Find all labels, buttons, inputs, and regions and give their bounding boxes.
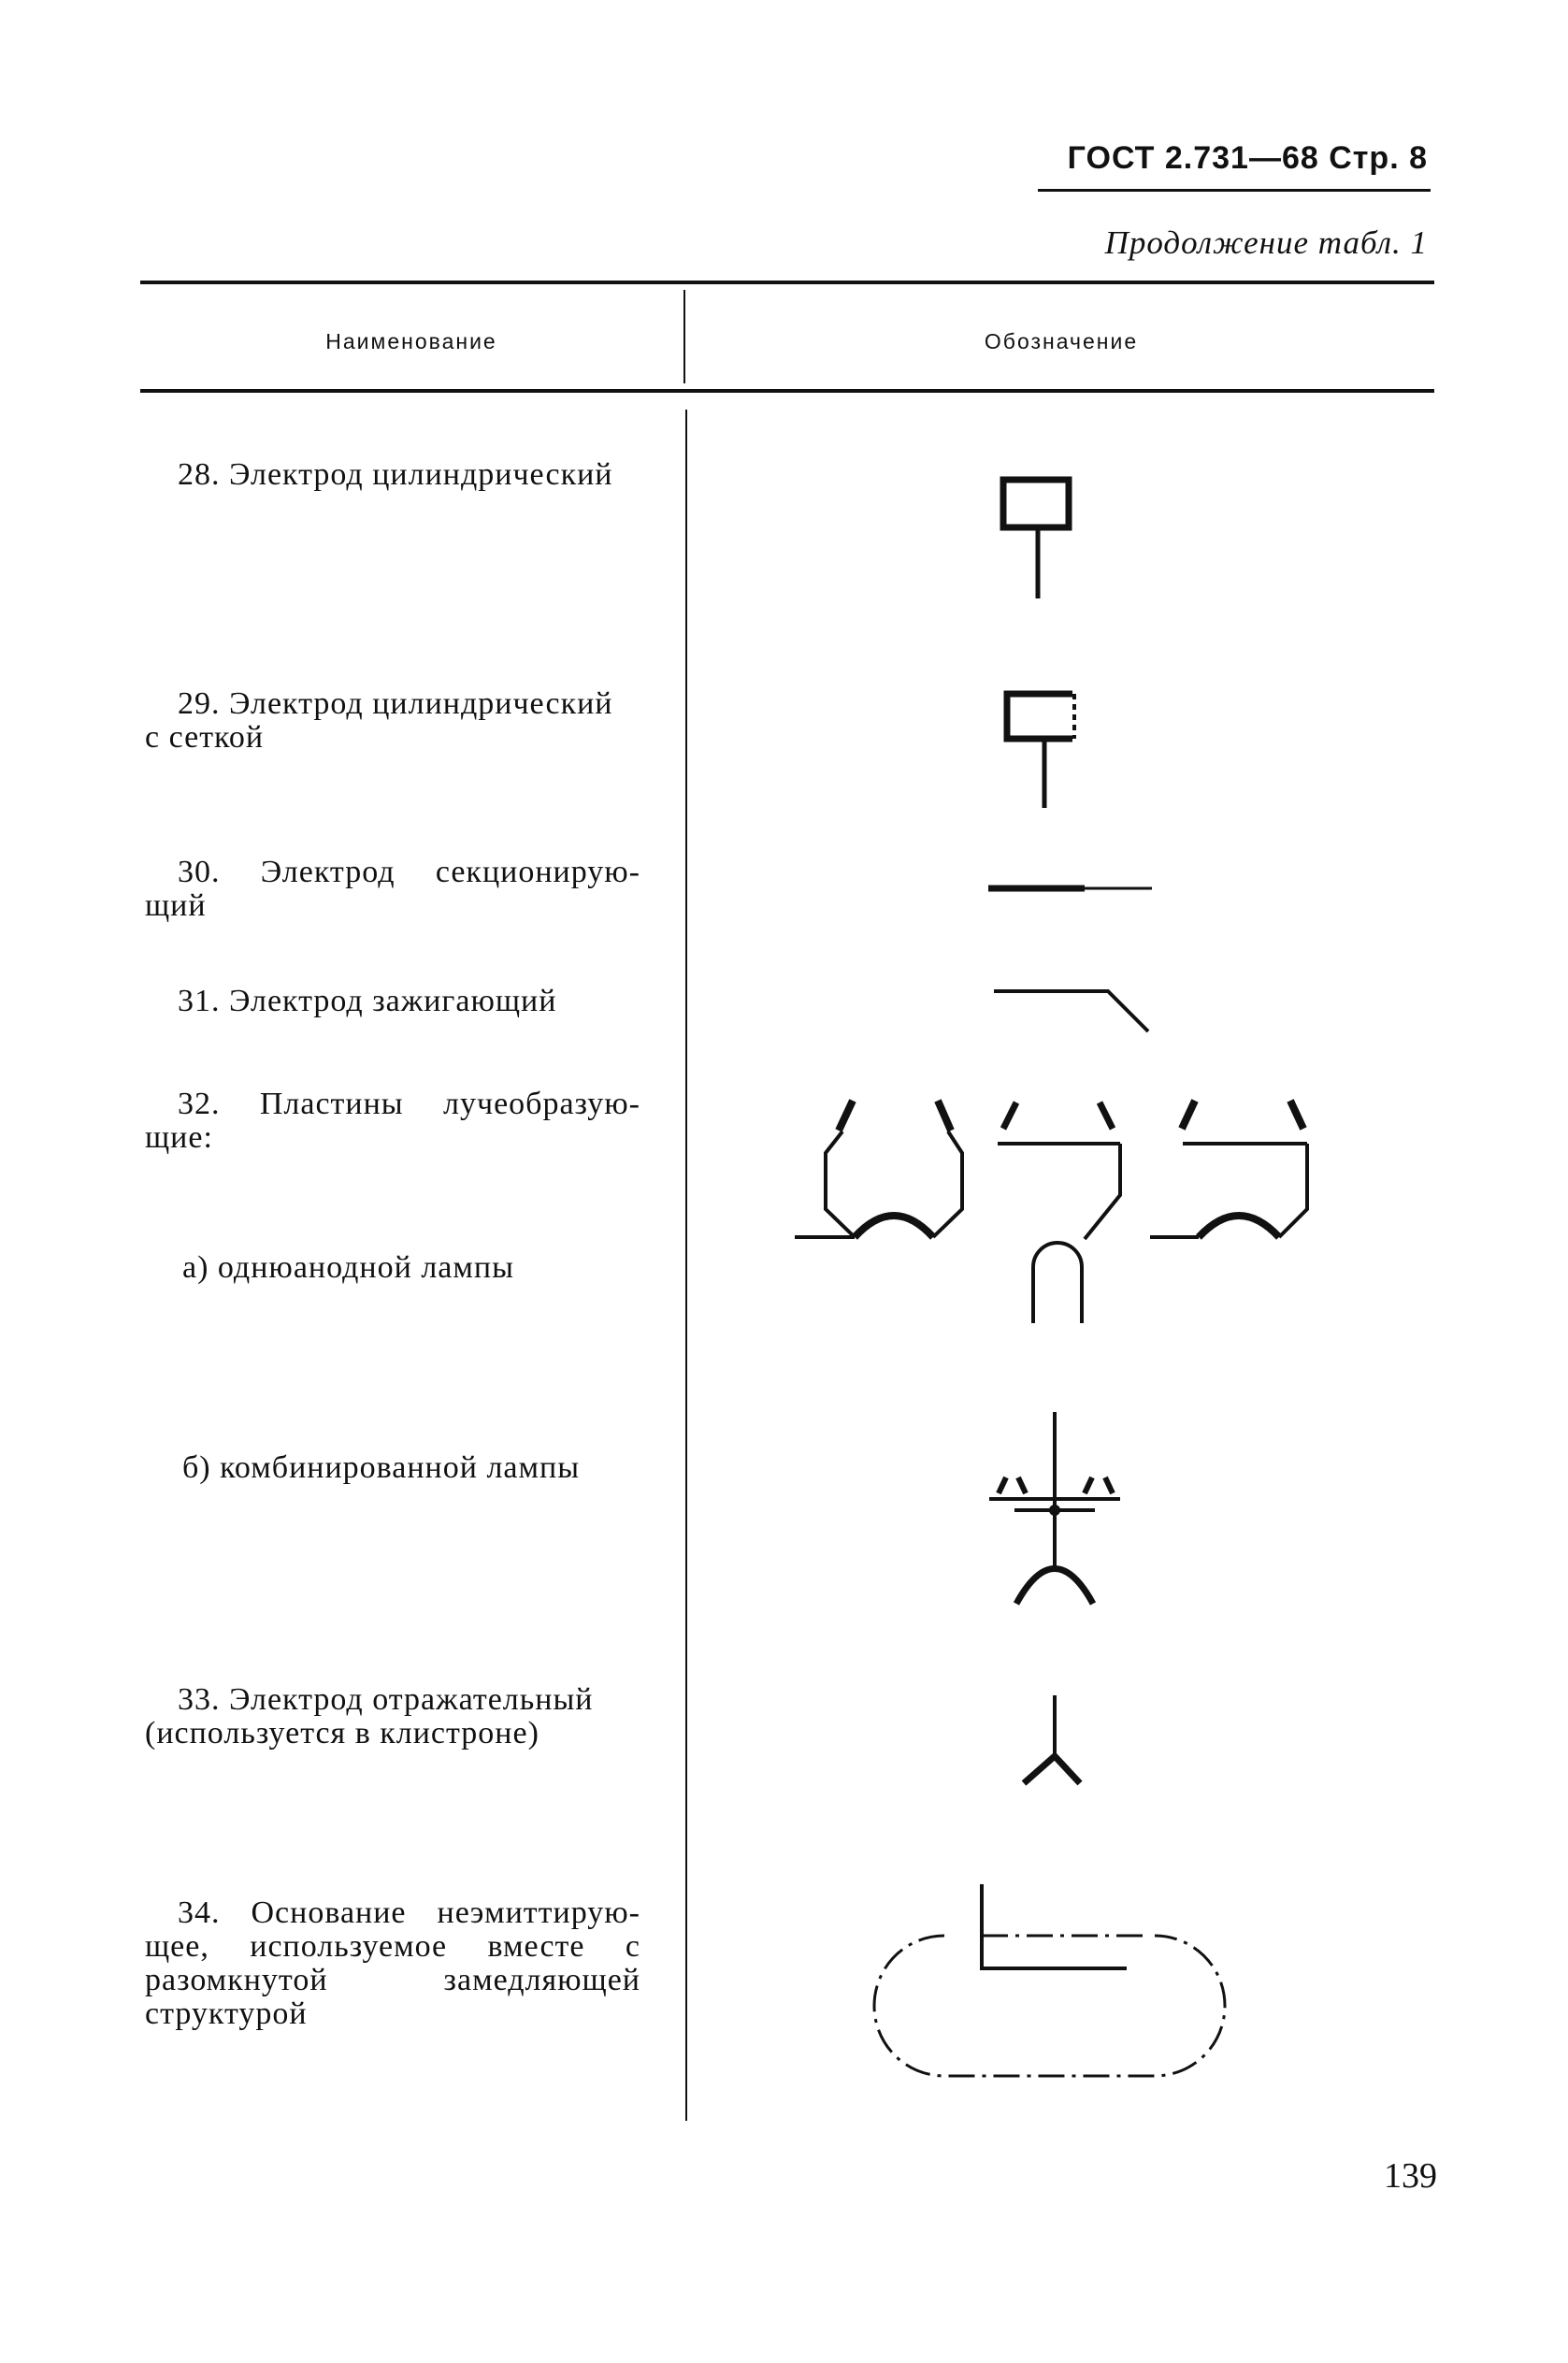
table-continuation-label: Продолжение табл. 1 [1104, 224, 1428, 261]
column-header-symbol: Обозначение [984, 329, 1139, 353]
beam-forming-plates-combined-icon [998, 1102, 1120, 1323]
row-29-name: 29. Электрод цилиндрический с сеткой [145, 686, 613, 755]
row-33-name: 33. Электрод отражательный (используется в клистроне) [145, 1682, 594, 1751]
column-header-name: Наименование [325, 329, 497, 353]
row-32-name: 32. Пластины лучеобразую- щие: [145, 1087, 640, 1155]
non-emitting-base-icon [874, 1884, 1225, 2076]
row-28-name: 28. Электрод цилиндрический [178, 457, 613, 492]
row-32a-name: а) однюанодной лампы [182, 1250, 514, 1285]
combined-lamp-plates-icon [989, 1412, 1120, 1604]
row-31-name: 31. Электрод зажигающий [178, 984, 557, 1018]
ignition-electrode-icon [994, 991, 1148, 1031]
beam-forming-plates-variant-icon [1150, 1101, 1307, 1237]
row-30-name: 30. Электрод секционирую- щий [145, 855, 640, 923]
cylindrical-electrode-icon [1003, 480, 1069, 598]
row-34-name: 34. Основание неэмиттирую- щее, используемое вместе с разомкнутой замедляющей структурой [145, 1895, 640, 2031]
cylindrical-electrode-grid-icon [1007, 694, 1074, 808]
beam-forming-plates-single-anode-icon [795, 1101, 962, 1237]
page-header-standard: ГОСТ 2.731—68 Стр. 8 [1067, 140, 1428, 176]
row-32b-name: б) комбинированной лампы [182, 1450, 581, 1485]
reflector-electrode-icon [1024, 1695, 1080, 1783]
page-number: 139 [1384, 2156, 1437, 2196]
